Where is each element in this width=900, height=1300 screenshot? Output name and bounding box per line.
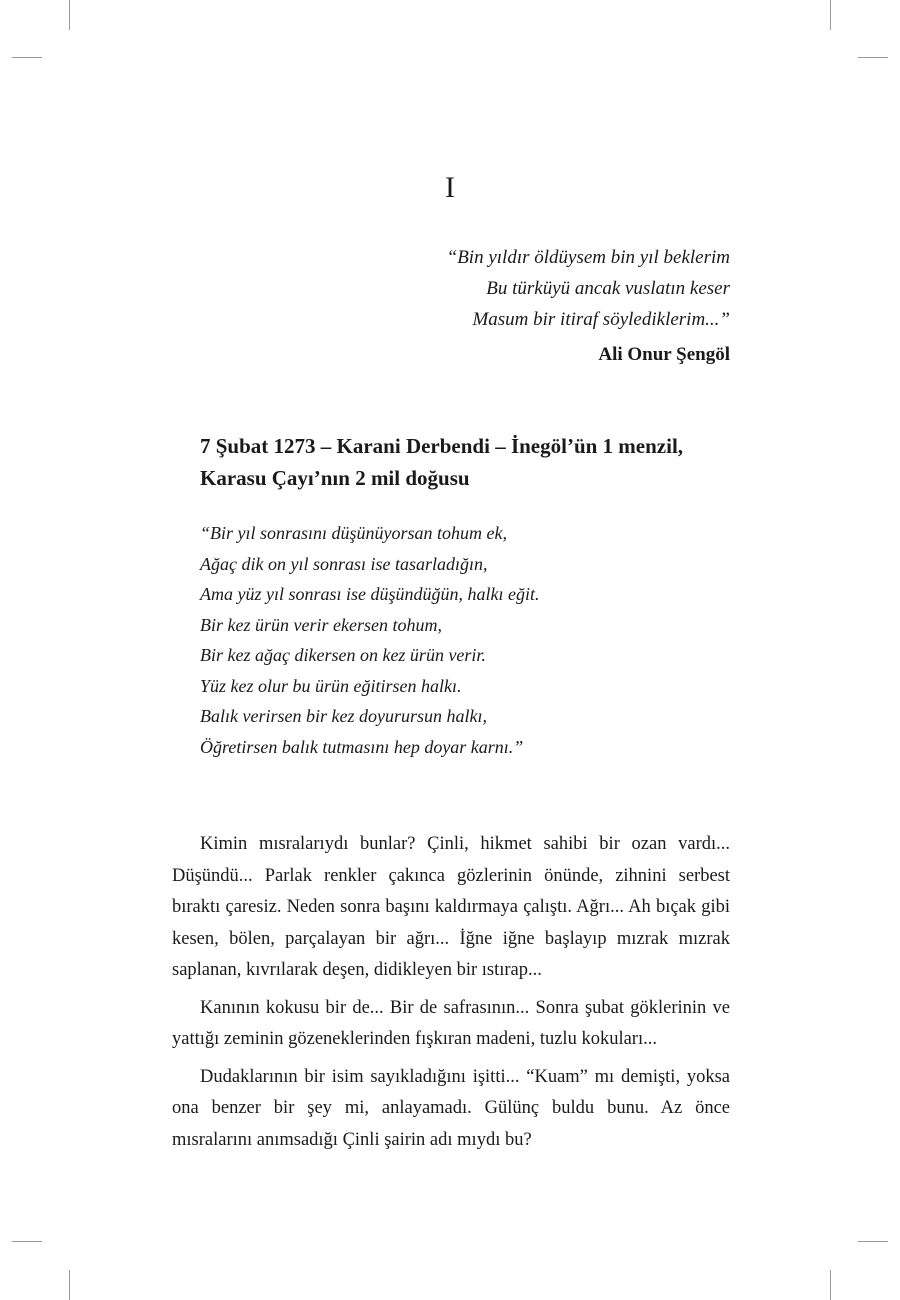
crop-mark-top-right xyxy=(830,0,831,30)
epigraph-line: Masum bir itiraf söylediklerim...” xyxy=(472,309,730,330)
epigraph xyxy=(230,242,730,369)
crop-mark-right-bottom xyxy=(858,1241,888,1242)
poem-line: Ağaç dik on yıl sonrası ise tasarladığın, xyxy=(200,553,488,574)
crop-mark-left-top xyxy=(12,57,42,58)
epigraph-line: Bu türküyü ancak vuslatın keser xyxy=(486,278,730,299)
body-paragraph: Kanının kokusu bir de... Bir de safrasının... Sonra şubat göklerinin ve yattığı zeminin gözeneklerinden fışkıran madeni, tuzlu kokuları... xyxy=(172,997,730,1049)
poem-line: Bir kez ağaç dikersen on kez ürün verir. xyxy=(200,645,486,665)
crop-mark-left-bottom xyxy=(12,1241,42,1242)
crop-mark-bottom-left xyxy=(69,1270,70,1300)
epigraph-line: “Bin yıldır öldüysem bin yıl beklerim xyxy=(446,247,730,268)
crop-mark-top-left xyxy=(69,0,70,30)
poem-line: “Bir yıl sonrasını düşünüyorsan tohum ek, xyxy=(200,523,508,543)
poem-line: Ama yüz yıl sonrası ise düşündüğün, halkı eğit. xyxy=(200,584,540,604)
crop-mark-right-top xyxy=(858,57,888,58)
section-heading: 7 Şubat 1273 – Karani Derbendi – İnegöl’ün 1 menzil, Karasu Çayı’nın 2 mil doğusu xyxy=(200,434,684,490)
poem-line: Öğretirsen balık tutmasını hep doyar karnı.” xyxy=(200,736,524,757)
body-text xyxy=(172,829,730,1162)
poem-line: Yüz kez olur bu ürün eğitirsen halkı. xyxy=(200,675,462,696)
crop-mark-bottom-right xyxy=(830,1270,831,1300)
epigraph-author: Ali Onur Şengöl xyxy=(598,344,730,365)
poem-line: Bir kez ürün verir ekersen tohum, xyxy=(200,614,442,635)
body-paragraph: Dudaklarının bir isim sayıkladığını işitti... “Kuam” mı demişti, yoksa ona benzer bir şey mi, anlayamadı. Gülünç buldu bunu. Az önce mısralarını anımsadığı Çinli şairin adı mıydı bu? xyxy=(172,1066,730,1150)
poem-line: Balık verirsen bir kez doyurursun halkı, xyxy=(200,706,487,726)
poem-quote xyxy=(200,518,730,762)
chapter-number: I xyxy=(445,171,455,204)
body-paragraph: Kimin mısralarıydı bunlar? Çinli, hikmet sahibi bir ozan vardı... Düşündü... Parlak renkler çakınca gözlerinin önünde, zihnini serbest bıraktı çaresiz. Neden sonra başını kaldırmaya çalıştı. Ağrı... Ah bıçak gibi kesen, bölen, parçalayan bir ağrı... İğne iğne başlayıp mızrak mızrak saplanan, kıvrılarak deşen, didikleyen bir ıstırap... xyxy=(172,834,730,980)
